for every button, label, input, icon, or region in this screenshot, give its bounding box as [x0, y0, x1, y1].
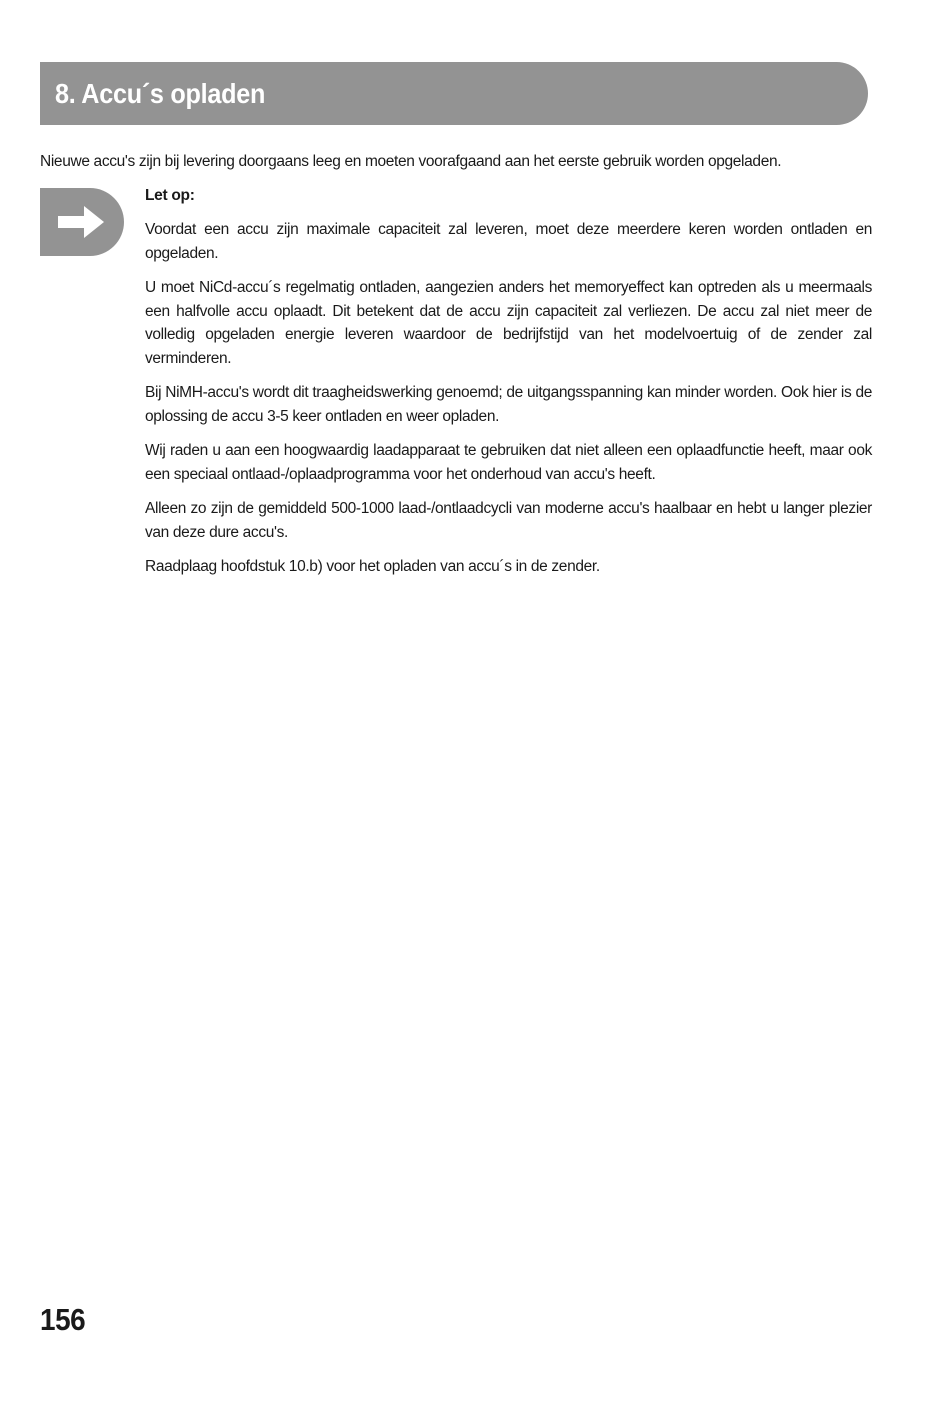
note-title: Let op:	[145, 187, 195, 204]
note-paragraph: Bij NiMH-accu's wordt dit traagheidswerking genoemd; de uitgangsspanning kan minder worden. Ook hier is de oplossing de accu 3-5 keer ontladen en weer opladen.	[145, 384, 872, 425]
note-paragraph: Alleen zo zijn de gemiddeld 500-1000 laad-/ontlaadcycli van moderne accu's haalbaar en hebt u langer plezier van deze dure accu's.	[145, 500, 872, 541]
intro-paragraph: Nieuwe accu's zijn bij levering doorgaans leeg en moeten voorafgaand aan het eerste gebruik worden opgeladen.	[40, 153, 782, 170]
note-paragraph: Raadplaag hoofdstuk 10.b) voor het opladen van accu´s in de zender.	[145, 558, 600, 575]
note-paragraph: U moet NiCd-accu´s regelmatig ontladen, aangezien anders het memoryeffect kan optreden als u meermaals een halfvolle accu oplaadt. Dit betekent dat de accu zijn capaciteit zal verliezen. De accu zal niet meer de volledig opgeladen energie leveren waardoor de bedrijfstijd van het modelvoertuig of de zender zal verminderen.	[145, 279, 872, 367]
note-block	[145, 184, 872, 590]
section-title: 8. Accu´s opladen	[55, 77, 266, 109]
section-header-bar	[40, 62, 868, 125]
arrow-right-icon	[56, 204, 106, 240]
note-paragraph: Voordat een accu zijn maximale capaciteit zal leveren, moet deze meerdere keren worden ontladen en opgeladen.	[145, 221, 872, 262]
note-badge	[40, 188, 124, 256]
page-number: 156	[40, 1302, 86, 1337]
note-paragraph: Wij raden u aan een hoogwaardig laadapparaat te gebruiken dat niet alleen een oplaadfunctie heeft, maar ook een speciaal ontlaad-/oplaadprogramma voor het onderhoud van accu's heeft.	[145, 442, 872, 483]
